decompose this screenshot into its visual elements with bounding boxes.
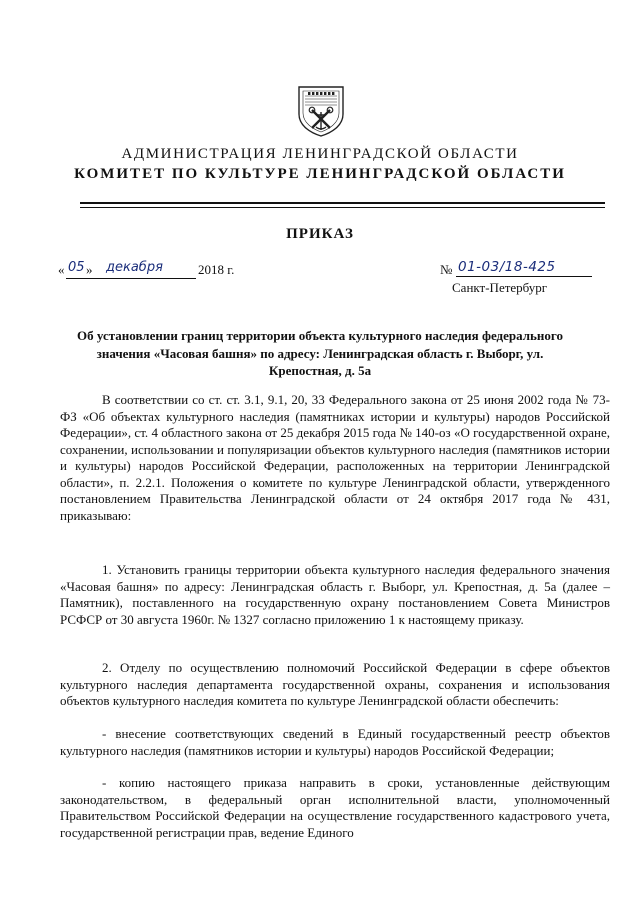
date-line [58, 262, 258, 284]
document-number: 01-03/18-425 [458, 259, 556, 275]
number-underline [456, 276, 592, 277]
org-name-line2: КОМИТЕТ ПО КУЛЬТУРЕ ЛЕНИНГРАДСКОЙ ОБЛАСТИ [74, 166, 566, 182]
document-type: ПРИКАЗ [286, 226, 354, 242]
org-name-line1: АДМИНИСТРАЦИЯ ЛЕНИНГРАДСКОЙ ОБЛАСТИ [121, 146, 519, 162]
body-paragraph-item-2-sub-1: - внесение соответствующих сведений в Единый государственный реестр объектов культурного наследия (памятников истории и культуры) народов Российской Федерации; [60, 726, 610, 758]
date-day: 05 [68, 260, 85, 275]
number-sign: № [440, 262, 453, 277]
body-paragraph-item-2-sub-2: - копию настоящего приказа направить в сроки, установленные действующим законодательством, в федеральный орган исполнительной власти, уполномоченный Правительством Российской Федерации на осуществление государственного кадастрового учета, государственной регистрации прав, ведение Единого [60, 775, 610, 840]
date-year: 2018 г. [198, 262, 235, 277]
header-rule-thick [80, 202, 605, 204]
date-open-quote: « [58, 262, 65, 277]
header-rule-thin [80, 207, 605, 208]
city: Санкт-Петербург [452, 280, 548, 295]
coat-of-arms-icon [295, 84, 347, 138]
document-title: Об установлении границ территории объекта культурного наследия федерального значения «Часовая башня» по адресу: Ленинградская область г. Выборг, ул. Крепостная, д. 5а [77, 328, 563, 378]
body-paragraph-item-1: 1. Установить границы территории объекта культурного наследия федерального значения «Часовая башня» по адресу: Ленинградская область г. Выборг, ул. Крепостная, д. 5а (далее – Памятник), поставленного на государственную охрану постановлением Совета Министров РСФСР от 30 августа 1960г. № 1327 согласно приложению 1 к настоящему приказу. [60, 562, 610, 627]
date-close-quote: » [86, 262, 93, 277]
body-paragraph-item-2: 2. Отделу по осуществлению полномочий Российской Федерации в сфере объектов культурного наследия департамента государственной охраны, сохранения и использования объектов культурного наследия комитета по культуре Ленинградской области обеспечить: [60, 660, 610, 708]
date-month: декабря [106, 260, 163, 275]
date-underline [66, 278, 196, 279]
body-paragraph-preamble: В соответствии со ст. ст. 3.1, 9.1, 20, 33 Федерального закона от 25 июня 2002 года № 73-ФЗ «Об объектах культурного наследия (памятниках истории и культуры) народов Российской Федерации», ст. 4 областного закона от 25 декабря 2015 года № 140-оз «О государственной охране, сохранении, использовании и популяризации объектов культурного наследия (памятников истории и культуры) народов Российской Федерации, расположенных на территории Ленинградской области», п. 2.2.1. Положения о комитете по культуре Ленинградской области, утвержденного постановлением Правительства Ленинградской области от 24 октября 2017 года № 431, приказываю: [60, 392, 610, 523]
